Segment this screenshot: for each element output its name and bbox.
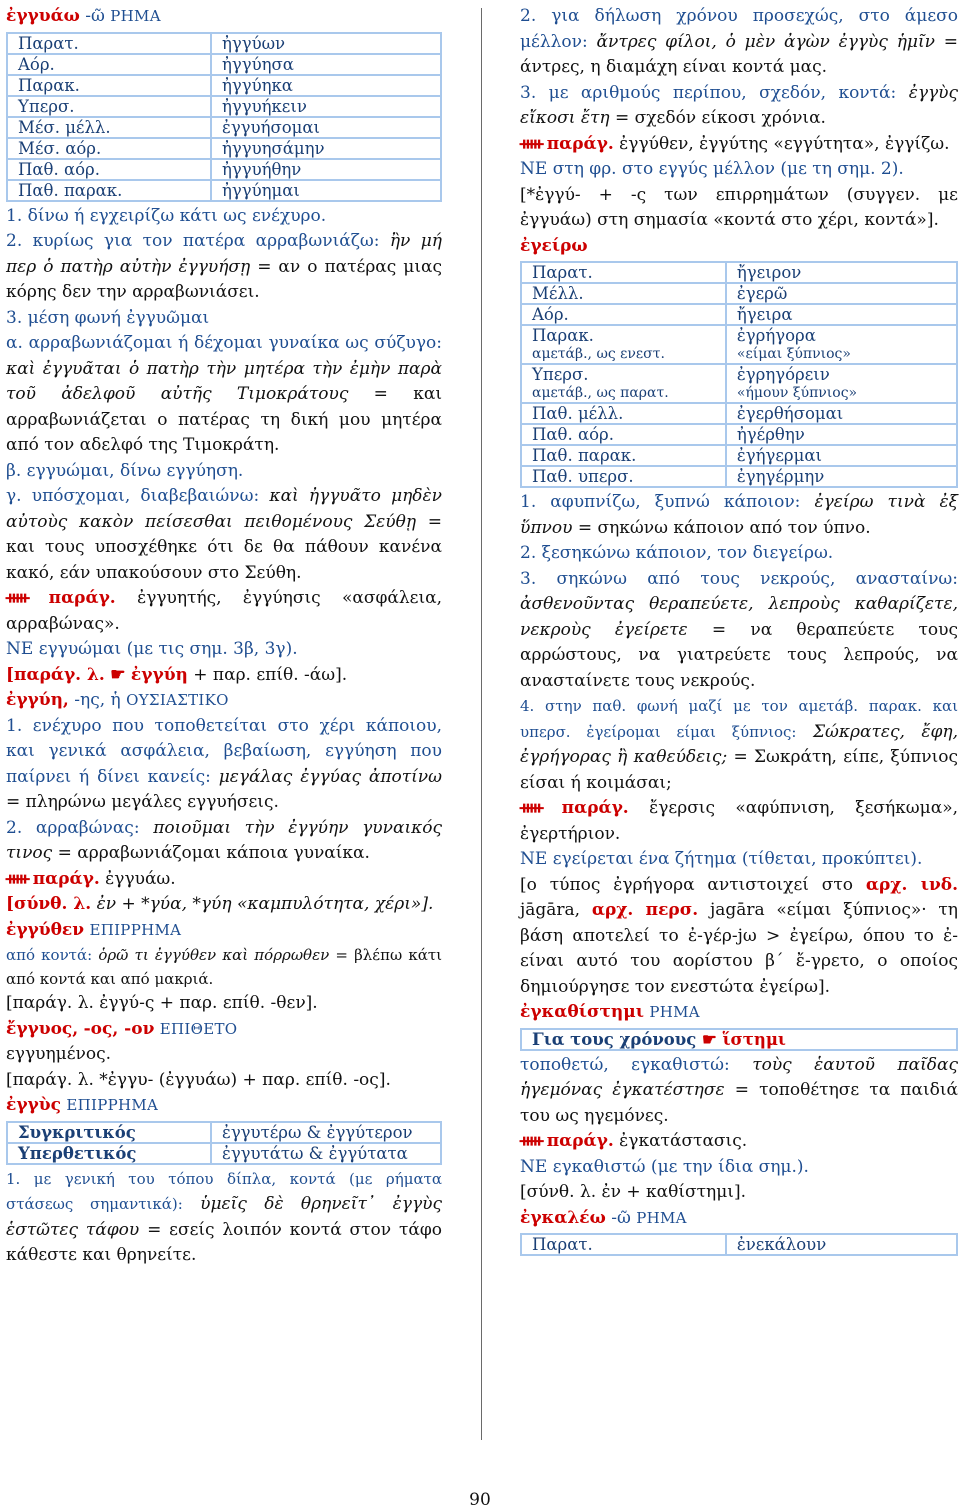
page-number: 90 — [469, 1490, 491, 1510]
part-of-speech: ΡΗΜΑ — [110, 7, 161, 25]
table-row: Μέλλ. ἐγερῶ — [521, 283, 957, 304]
headword-eggyao: ἐγγυάω -ῶ ΡΗΜΑ — [6, 6, 161, 26]
table-row: Παρατ. ἤγειρον — [521, 262, 957, 283]
table-row: Παθ. μέλλ. ἐγερθήσομαι — [521, 403, 957, 424]
table-row: Παθ. αόρ. ἠγγυήθην — [7, 159, 441, 180]
table-row: Παρατ. ἠγγύων — [7, 33, 441, 54]
table-row: Μέσ. μέλλ. ἐγγυήσομαι — [7, 117, 441, 138]
pointing-hand-icon: ☛ — [110, 664, 126, 685]
headword-egkaleo: ἐγκαλέω -ῶ ΡΗΜΑ — [520, 1207, 687, 1228]
headword-eggye: ἐγγύη, -ης, ἡ ΟΥΣΙΑΣΤΙΚΟ — [6, 690, 229, 710]
table-row: Παρακ. αμετάβ., ως ενεστ. ἐγρήγορα «είμαι ξύπνιος» — [521, 325, 957, 364]
table-row: Υπερσ. αμετάβ., ως παρατ. ἐγρηγόρειν «ήμουν ξύπνιος» — [521, 364, 957, 403]
table-row: Παθ. παρακ. ἠγγύημαι — [7, 180, 441, 201]
table-row: Υπερθετικός ἐγγυτάτω & ἐγγύτατα — [7, 1143, 441, 1164]
conjugation-table-eggyao — [6, 32, 442, 202]
derivatives-icon: ᚔ — [520, 798, 542, 818]
headword-egeiro: ἐγείρω — [520, 235, 588, 256]
headword-egkathistemi: ἐγκαθίστημι ΡΗΜΑ — [520, 1002, 700, 1022]
derivatives-icon: ᚔ — [520, 133, 542, 154]
table-row: Παθ. παρακ. ἐγήγερμαι — [521, 445, 957, 466]
table-row: Μέσ. αόρ. ἠγγυησάμην — [7, 138, 441, 159]
conjugation-table-egkaleo — [520, 1233, 958, 1256]
headword-eggythen: ἐγγύθεν ΕΠΙΡΡΗΜΑ — [6, 919, 182, 940]
derivatives-icon: ᚔ — [6, 868, 28, 889]
headword-eggyos: ἔγγυος, -ος, -ον ΕΠΙΘΕΤΟ — [6, 1018, 238, 1039]
table-row: Παθ. αόρ. ἠγέρθην — [521, 424, 957, 445]
right-column: 2. για δήλωση χρόνου προσεχώς, στο άμεσο μέλλον: ἄντρες φίλοι, ὁ μὲν ἀγὼν ἐγγὺς ἡμῖν = άντρες, η διαμάχη είναι κοντά μας. 3. με αριθμούς περίπου, σχεδόν, κοντά: ἐγγὺς εἴκοσι ἔτη = σχεδόν είκοσι χρόνια. ᚔ παράγ. ἐγγύθεν, ἐγγύτης «εγγύτητα», ἐγγίζω. ΝΕ στη φρ. στο εγγύς μέλλον (με τη σημ. 2). [*ἐγγύ- + -ς των επιρρημάτων (συγγεν. με ἐγγυάω) στη σημασία «κοντά στο χέρι, κοντά»]. ἐγείρω Παρατ. ἤγειρον Μέλλ. ἐγερῶ Αόρ. ἤγειρα Παρακ. αμετάβ., ως ενεστ. ἐγρήγορα «είμαι ξύπνιος» Υπερσ. αμετάβ., ως παρατ. ἐγρηγόρειν «ήμουν ξύπνιος» Παθ. μέλλ. ἐγερθήσομαι Παθ. αόρ. ἠγέρθην Παθ. παρακ. ἐγήγερμαι Παθ. υπερσ. ἐγηγέρμην 1. αφυπνίζω, ξυπνώ κάποιον: ἐγείρω τινὰ ἐξ ὕπνου = σηκώνω κάποιον από τον ύπνο. 2. ξεσηκώνω κάποιον, τον διεγείρω. 3. σηκώνω από τους νεκρούς, ανασταίνω: ἀσθενοῦντας θεραπεύετε, λεπροὺς καθαρίζετε, νεκροὺς ἐγείρετε = να θεραπεύετε τους αρρώστους, να γιατρεύετε τους λεπρούς, να ανασταίνετε τους νεκρούς. 4. στην παθ. φωνή μαζί με τον αμετάβ. παρακ. και υπερσ. ἐγείρομαι είμαι ξύπνιος: Σώκρατες, ἔφη, ἐγρήγορας ἢ καθεύδεις; = Σωκράτη, είπε, ξύπνιος είσαι ή κοιμάσαι; ᚔ παράγ. ἔγερσις «αφύπνιση, ξεσήκωμα», ἐγερτήριον. ΝΕ εγείρεται ένα ζήτημα (τίθεται, προκύπτει). [ο τύπος ἐγρήγορα αντιστοιχεί στο αρχ. ινδ. jāgāra, αρχ. περσ. jagāra «είμαι ξύπνιος»· τη βάση αποτελεί το ἐ-γέρ-jω > ἐγείρω, όπου το ἐ- είναι αυτό του αορίστου β´ ἔ-γρετο, ο οποίος δημιούργησε τον ενεστώτα ἐγείρω]. ἐγκαθίστημι ΡΗΜΑ Για τους χρόνους ☛ ἵστημι τοποθετώ, εγκαθιστώ: τοὺς ἑαυτοῦ παῖδας ἡγεμόνας ἐγκατέστησε = τοποθέτησε τα παιδιά του ως ηγεμόνες. ᚔ παράγ. ἐγκατάστασις. ΝΕ εγκαθιστώ (με την ίδια σημ.). [σύνθ. λ. ἐν + καθίστημι]. ἐγκαλέω -ῶ ΡΗΜΑ Παρατ. ἐνεκάλουν — [520, 6, 959, 1254]
comparison-table-eggys — [6, 1121, 442, 1165]
pointing-hand-icon: ☛ — [702, 1029, 717, 1049]
table-row: Παρακ. ἠγγύηκα — [7, 75, 441, 96]
table-row: Συγκριτικός ἐγγυτέρω & ἐγγύτερον — [7, 1122, 441, 1143]
left-column: ἐγγυάω -ῶ ΡΗΜΑ Παρατ. ἠγγύων Αόρ. ἠγγύησα Παρακ. ἠγγύηκα Υπερσ. ἠγγυήκειν Μέσ. μέλλ. ἐγγυήσομαι Μέσ. αόρ. ἠγγυησάμην Παθ. αόρ. ἠγγυήθην Παθ. παρακ. ἠγγύημαι 1. δίνω ή εγχειρίζω κάτι ως ενέχυρο. 2. κυρίως για τον πατέρα αρραβωνιάζω: ἢν μή περ ὁ πατὴρ αὐτὴν ἐγγυήσῃ = αν ο πατέρας μιας κόρης δεν την αρραβωνιάσει. 3. μέση φωνή ἐγγυῶμαι α. αρραβωνιάζομαι ή δέχομαι γυναίκα ως σύζυγο: καὶ ἐγγυᾶται ὁ πατὴρ τὴν μητέρα τὴν ἐμὴν παρὰ τοῦ ἀδελφοῦ αὐτῆς Τιμοκράτους = και αρραβωνιάζεται ο πατέρας τη δική μου μητέρα από τον αδελφό της Τιμοκράτη. β. εγγυώμαι, δίνω εγγύηση. γ. υπόσχομαι, διαβεβαιώνω: καὶ ἠγγυᾶτο μηδὲν αὐτοὺς κακὸν πείσεσθαι πειθομένους Σεύθῃ = και τους υποσχέθηκε ότι δε θα πάθουν κανένα κακό, εάν υπακούσουν στο Σεύθη. ᚔ παράγ. ἐγγυητής, ἐγγύησις «ασφάλεια, αρραβώνας». ΝΕ εγγυώμαι (με τις σημ. 3β, 3γ). [παράγ. λ. ☛ ἐγγύη + παρ. επίθ. -άω]. ἐγγύη, -ης, ἡ ΟΥΣΙΑΣΤΙΚΟ 1. ενέχυρο που τοποθετείται στο χέρι κάποιου, και γενικά ασφάλεια, βεβαίωση, εγγύηση που παίρνει ή δίνει κανείς: μεγάλας ἐγγύας ἀποτίνω = πληρώνω μεγάλες εγγυήσεις. 2. αρραβώνας: ποιοῦμαι τὴν ἐγγύην γυναικός τινος = αρραβωνιάζομαι κάποια γυναίκα. ᚔ παράγ. ἐγγυάω. [σύνθ. λ. ἐν + *γύα, *γύη «καμπυλότητα, χέρι»]. ἐγγύθεν ΕΠΙΡΡΗΜΑ από κοντά: ὁρῶ τι ἐγγύθεν καὶ πόρρωθεν = βλέπω κάτι από κοντά και από μακριά. [παράγ. λ. ἐγγύ-ς + παρ. επίθ. -θεν]. ἔγγυος, -ος, -ον ΕΠΙΘΕΤΟ εγγυημένος. [παράγ. λ. *ἐγγυ- (ἐγγυάω) + παρ. επίθ. -ος]. ἐγγὺς ΕΠΙΡΡΗΜΑ Συγκριτικός ἐγγυτέρω & ἐγγύτερον Υπερθετικός ἐγγυτάτω & ἐγγύτατα 1. με γενική του τόπου δίπλα, κοντά (με ρήματα στάσεως σημαντικά): ὑμεῖς δὲ θρηνεῖτ᾽ ἐγγὺς ἑστῶτες τάφου = εσείς λοιπόν κοντά στον τάφο κάθεστε και θρηνείτε. — [6, 6, 443, 1265]
column-divider — [481, 8, 482, 1440]
table-row: Υπερσ. ἠγγυήκειν — [7, 96, 441, 117]
table-row: Παθ. υπερσ. ἐγηγέρμην — [521, 466, 957, 487]
headword-eggys: ἐγγὺς ΕΠΙΡΡΗΜΑ — [6, 1095, 159, 1115]
derivatives-icon: ᚔ — [520, 1131, 542, 1151]
derivatives-icon: ᚔ — [6, 588, 28, 608]
conjugation-table-egeiro — [520, 261, 958, 488]
table-row: Αόρ. ἤγειρα — [521, 304, 957, 325]
table-row: Αόρ. ἠγγύησα — [7, 54, 441, 75]
table-row: Παρατ. ἐνεκάλουν — [521, 1234, 957, 1255]
tenses-reference-box: Για τους χρόνους ☛ ἵστημι — [520, 1028, 958, 1051]
headword: ἐγγυάω — [6, 6, 80, 26]
